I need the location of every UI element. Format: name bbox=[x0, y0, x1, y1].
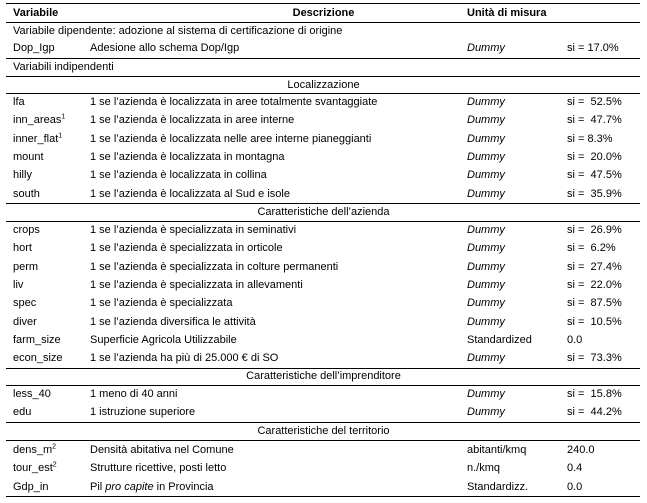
var-unit: Dummy bbox=[467, 278, 505, 291]
var-name bbox=[13, 331, 61, 349]
var-value: si = 73.3% bbox=[567, 352, 622, 365]
footnote-marker: 2 bbox=[52, 443, 57, 451]
var-name bbox=[13, 148, 44, 166]
var-name-text: perm bbox=[13, 260, 39, 273]
header-unit: Unità di misura bbox=[467, 7, 547, 19]
var-unit: Dummy bbox=[467, 224, 505, 236]
header-description: Descrizione bbox=[292, 7, 355, 19]
var-description: 1 istruzione superiore bbox=[90, 406, 196, 419]
bottom-rule bbox=[6, 496, 640, 497]
var-name bbox=[13, 166, 32, 184]
table-row bbox=[0, 258, 647, 276]
var-name-text: Gdp_in bbox=[13, 480, 49, 493]
var-unit: Dummy bbox=[467, 388, 505, 400]
table-row bbox=[0, 294, 647, 312]
var-name-text: inner_flat bbox=[13, 132, 59, 145]
var-name-text: tour_est bbox=[13, 462, 53, 475]
var-description: Adesione allo schema Dop/Igp bbox=[90, 42, 240, 54]
independent-label-row bbox=[0, 58, 647, 76]
var-name bbox=[13, 294, 36, 312]
var-value: 0.0 bbox=[567, 480, 583, 493]
var-description: 1 se l’azienda è localizzata al Sud e isole bbox=[90, 187, 290, 200]
var-description: 1 se l’azienda è specializzata in allevamenti bbox=[90, 278, 303, 291]
table-row bbox=[0, 331, 647, 349]
var-name-text: hilly bbox=[13, 169, 32, 182]
var-name-text: farm_size bbox=[13, 333, 61, 346]
var-name bbox=[13, 313, 37, 331]
var-description: 1 se l’azienda è localizzata nelle aree interne pianeggianti bbox=[90, 132, 372, 145]
section-territorio: Caratteristiche del territorio bbox=[257, 425, 390, 437]
var-name bbox=[13, 239, 32, 257]
var-value: si = 20.0% bbox=[567, 150, 622, 163]
var-value: si = 6.2% bbox=[567, 242, 616, 255]
var-value: si = 22.0% bbox=[567, 278, 622, 291]
table-row bbox=[0, 39, 647, 57]
table-row bbox=[0, 441, 647, 459]
var-name bbox=[13, 276, 23, 294]
table-row bbox=[0, 403, 647, 421]
var-value: si = 17.0% bbox=[567, 42, 619, 54]
var-name bbox=[13, 385, 51, 403]
var-name bbox=[13, 221, 40, 239]
var-description: 1 se l’azienda diversifica le attività bbox=[90, 315, 256, 328]
description-part: Pil bbox=[90, 480, 106, 493]
table-row bbox=[0, 478, 647, 496]
var-unit: Standardizz. bbox=[467, 480, 529, 493]
var-description: 1 se l’azienda è localizzata in collina bbox=[90, 169, 267, 182]
var-name-text: diver bbox=[13, 315, 37, 328]
var-description: Strutture ricettive, posti letto bbox=[90, 462, 227, 475]
var-description: Superficie Agricola Utilizzabile bbox=[90, 333, 237, 346]
var-value: si = 52.5% bbox=[567, 96, 622, 108]
var-unit: Dummy bbox=[467, 169, 505, 182]
var-value: 0.0 bbox=[567, 333, 583, 346]
table-row bbox=[0, 148, 647, 166]
var-value: si = 35.9% bbox=[567, 187, 622, 200]
var-name bbox=[13, 185, 40, 203]
var-description: 1 se l’azienda è specializzata bbox=[90, 297, 233, 310]
table-row bbox=[0, 185, 647, 203]
section-imprenditore: Caratteristiche dell’imprenditore bbox=[246, 370, 401, 382]
section-title-row bbox=[0, 422, 647, 440]
var-unit: Dummy bbox=[467, 260, 505, 273]
var-unit: Dummy bbox=[467, 42, 505, 54]
var-name-text: lfa bbox=[13, 96, 25, 108]
var-unit: abitanti/kmq bbox=[467, 444, 527, 456]
var-name-text: crops bbox=[13, 224, 40, 236]
var-name-text: mount bbox=[13, 150, 44, 163]
var-value: si = 27.4% bbox=[567, 260, 622, 273]
var-name bbox=[13, 93, 25, 111]
var-value: si = 87.5% bbox=[567, 297, 622, 310]
table-row bbox=[0, 239, 647, 257]
dependent-label: Variabile dipendente: adozione al sistema di certificazione di origine bbox=[13, 25, 343, 37]
header-row bbox=[0, 4, 647, 22]
table-row bbox=[0, 93, 647, 111]
footnote-marker: 1 bbox=[58, 131, 63, 139]
section-azienda: Caratteristiche dell’azienda bbox=[257, 206, 390, 218]
table-row bbox=[0, 166, 647, 184]
table-row bbox=[0, 385, 647, 403]
var-description: 1 se l’azienda è localizzata in aree totalmente svantaggiate bbox=[90, 96, 378, 108]
table-row bbox=[0, 130, 647, 148]
var-unit: Dummy bbox=[467, 187, 505, 200]
var-unit: Dummy bbox=[467, 132, 505, 145]
var-value: si = 26.9% bbox=[567, 224, 622, 236]
dependent-label-row bbox=[0, 22, 647, 40]
description-part: pro capite bbox=[105, 480, 154, 493]
var-name bbox=[13, 130, 62, 148]
var-value: si = 47.5% bbox=[567, 169, 622, 182]
var-value: si = 8.3% bbox=[567, 132, 613, 145]
var-unit: Dummy bbox=[467, 96, 505, 108]
var-unit: Dummy bbox=[467, 150, 505, 163]
var-name-text: less_40 bbox=[13, 388, 51, 400]
var-description: 1 se l’azienda è specializzata in seminativi bbox=[90, 224, 297, 236]
var-name-text: econ_size bbox=[13, 352, 63, 365]
section-title-row bbox=[0, 76, 647, 94]
var-value: si = 47.7% bbox=[567, 114, 622, 127]
var-name-text: inn_areas bbox=[13, 114, 62, 127]
var-value: si = 15.8% bbox=[567, 388, 622, 400]
footnote-marker: 2 bbox=[52, 461, 57, 469]
var-name bbox=[13, 111, 65, 129]
var-description: 1 se l’azienda è localizzata in montagna bbox=[90, 150, 285, 163]
table-row bbox=[0, 276, 647, 294]
var-description: 1 meno di 40 anni bbox=[90, 388, 178, 400]
var-value: si = 10.5% bbox=[567, 315, 622, 328]
var-unit: n./kmq bbox=[467, 462, 501, 475]
var-name-text: edu bbox=[13, 406, 32, 419]
var-unit: Dummy bbox=[467, 114, 505, 127]
var-name bbox=[13, 478, 48, 496]
var-unit: Dummy bbox=[467, 242, 505, 255]
var-description: 1 se l’azienda è specializzata in orticole bbox=[90, 242, 283, 255]
var-name-text: liv bbox=[13, 278, 24, 291]
var-name bbox=[13, 459, 57, 477]
var-name bbox=[13, 441, 56, 459]
var-description: 1 se l’azienda ha più di 25.000 € di SO bbox=[90, 352, 279, 365]
var-name-text: spec bbox=[13, 297, 37, 310]
var-description: 1 se l’azienda è localizzata in aree interne bbox=[90, 114, 295, 127]
var-unit: Standardized bbox=[467, 333, 532, 346]
section-title-row bbox=[0, 203, 647, 221]
var-name-text: south bbox=[13, 187, 40, 200]
var-name-text: dens_m bbox=[13, 444, 53, 456]
table-row bbox=[0, 349, 647, 367]
var-unit: Dummy bbox=[467, 352, 505, 365]
var-unit: Dummy bbox=[467, 406, 505, 419]
var-name-text: hort bbox=[13, 242, 32, 255]
table-row bbox=[0, 459, 647, 477]
var-name bbox=[13, 349, 63, 367]
table-row bbox=[0, 313, 647, 331]
var-unit: Dummy bbox=[467, 315, 505, 328]
var-description: 1 se l’azienda è specializzata in colture permanenti bbox=[90, 260, 339, 273]
description-part: in Provincia bbox=[153, 480, 214, 493]
header-variable: Variabile bbox=[13, 7, 59, 19]
section-localizzazione: Localizzazione bbox=[287, 79, 360, 91]
section-title-row bbox=[0, 367, 647, 385]
var-value: si = 44.2% bbox=[567, 406, 622, 419]
var-value: 240.0 bbox=[567, 444, 595, 456]
var-unit: Dummy bbox=[467, 297, 505, 310]
independent-label: Variabili indipendenti bbox=[13, 61, 114, 73]
table-row bbox=[0, 111, 647, 129]
var-value: 0.4 bbox=[567, 462, 583, 475]
var-name: Dop_Igp bbox=[13, 42, 55, 54]
var-name bbox=[13, 403, 31, 421]
var-name bbox=[13, 258, 38, 276]
var-description bbox=[90, 478, 214, 496]
footnote-marker: 1 bbox=[61, 113, 66, 121]
var-description: Densità abitativa nel Comune bbox=[90, 444, 234, 456]
table-row bbox=[0, 221, 647, 239]
